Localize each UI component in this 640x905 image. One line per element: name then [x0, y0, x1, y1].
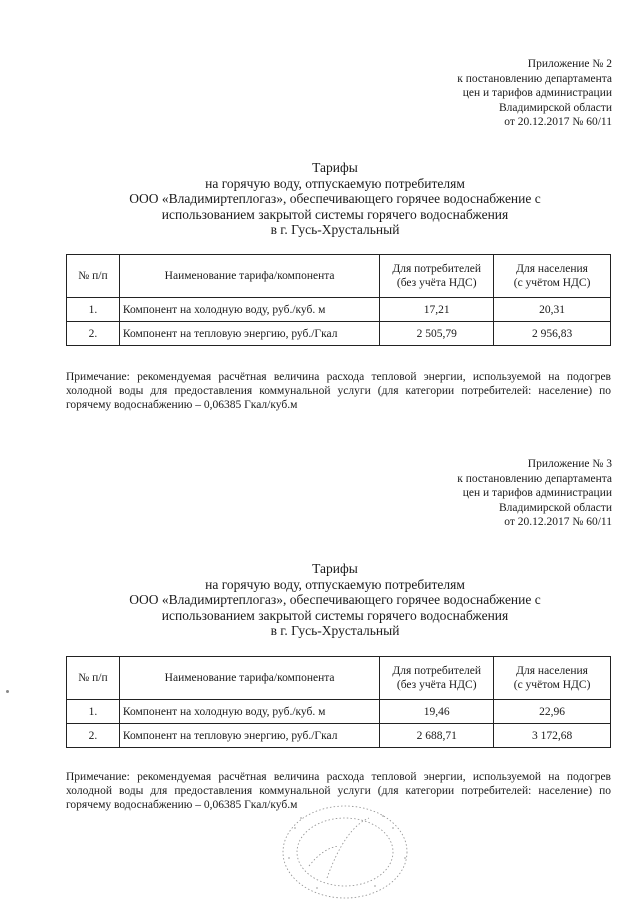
header-consumers-line1: Для потребителей	[392, 665, 482, 677]
appendix-date: от 20.12.2017 № 60/11	[504, 116, 612, 128]
cell-num: 2.	[67, 322, 120, 346]
title-heading: Тарифы	[312, 561, 358, 576]
cell-consumers: 2 688,71	[380, 724, 494, 748]
header-population-line2: (с учётом НДС)	[513, 679, 591, 691]
cell-num: 1.	[67, 700, 120, 724]
cell-name: Компонент на холодную воду, руб./куб. м	[119, 298, 379, 322]
header-consumers	[380, 657, 494, 700]
tariff-table-2	[66, 254, 611, 346]
header-population	[494, 657, 611, 700]
cell-population: 20,31	[494, 298, 611, 322]
cell-name: Компонент на тепловую энергию, руб./Гкал	[119, 724, 379, 748]
seal-stamp-icon	[265, 788, 425, 900]
title-heading: Тарифы	[312, 160, 358, 175]
header-consumers	[380, 255, 494, 298]
tariff-note-3: Примечание: рекомендуемая расчётная величина расхода тепловой энергии, используемой на подогрев холодной воды для предоставления коммунальной услуги (для категории потребителей: население) по горячему водоснабжению – 0,06385 Гкал/куб.м	[66, 771, 611, 811]
table-header-row	[67, 255, 611, 298]
header-name: Наименование тарифа/компонента	[119, 255, 379, 298]
scan-dot	[6, 690, 9, 693]
appendix-number: Приложение № 2	[527, 58, 612, 70]
appendix-date: от 20.12.2017 № 60/11	[504, 516, 612, 528]
appendix-line: цен и тарифов администрации	[462, 487, 612, 499]
table-row	[67, 700, 611, 724]
appendix-line: цен и тарифов администрации	[462, 87, 612, 99]
header-consumers-line2: (без учёта НДС)	[396, 277, 477, 289]
header-num: № п/п	[67, 255, 120, 298]
cell-num: 1.	[67, 298, 120, 322]
cell-consumers: 19,46	[380, 700, 494, 724]
appendix-header-3	[457, 457, 612, 530]
table-row	[67, 298, 611, 322]
cell-consumers: 2 505,79	[380, 322, 494, 346]
title-line: на горячую воду, отпускаемую потребителям	[205, 576, 465, 592]
appendix-line: Владимирской области	[498, 101, 612, 114]
appendix-line: к постановлению департамента	[457, 72, 612, 85]
cell-population: 22,96	[494, 700, 611, 724]
cell-consumers: 17,21	[380, 298, 494, 322]
tariff-title-2	[90, 160, 580, 238]
cell-name: Компонент на тепловую энергию, руб./Гкал	[119, 322, 379, 346]
tariff-title-3	[90, 561, 580, 639]
cell-num: 2.	[67, 724, 120, 748]
header-consumers-line1: Для потребителей	[392, 263, 482, 275]
appendix-header-2	[457, 57, 612, 130]
header-num: № п/п	[67, 657, 120, 700]
header-population-line1: Для населения	[516, 263, 588, 275]
title-line: использованием закрытой системы горячего водоснабжения	[161, 607, 509, 623]
header-population-line2: (с учётом НДС)	[513, 277, 591, 289]
tariff-note-2: Примечание: рекомендуемая расчётная величина расхода тепловой энергии, используемой на подогрев холодной воды для предоставления коммунальной услуги (для категории потребителей: население) по горячему водоснабжению – 0,06385 Гкал/куб.м	[66, 371, 611, 411]
tariff-table-3	[66, 656, 611, 748]
table-header-row	[67, 657, 611, 700]
title-line: в г. Гусь-Хрустальный	[270, 222, 400, 237]
cell-name: Компонент на холодную воду, руб./куб. м	[119, 700, 379, 724]
header-name: Наименование тарифа/компонента	[119, 657, 379, 700]
title-line: на горячую воду, отпускаемую потребителям	[205, 175, 465, 191]
header-consumers-line2: (без учёта НДС)	[396, 679, 477, 691]
table-row	[67, 724, 611, 748]
header-population	[494, 255, 611, 298]
appendix-number: Приложение № 3	[527, 458, 612, 470]
cell-population: 2 956,83	[494, 322, 611, 346]
title-line: использованием закрытой системы горячего водоснабжения	[161, 206, 509, 222]
title-line: ООО «Владимиртеплогаз», обеспечивающего горячее водоснабжение с	[129, 191, 541, 206]
title-line: ООО «Владимиртеплогаз», обеспечивающего горячее водоснабжение с	[129, 592, 541, 607]
header-population-line1: Для населения	[516, 665, 588, 677]
appendix-line: Владимирской области	[498, 501, 612, 514]
title-line: в г. Гусь-Хрустальный	[270, 623, 400, 638]
appendix-line: к постановлению департамента	[457, 472, 612, 485]
cell-population: 3 172,68	[494, 724, 611, 748]
table-row	[67, 322, 611, 346]
